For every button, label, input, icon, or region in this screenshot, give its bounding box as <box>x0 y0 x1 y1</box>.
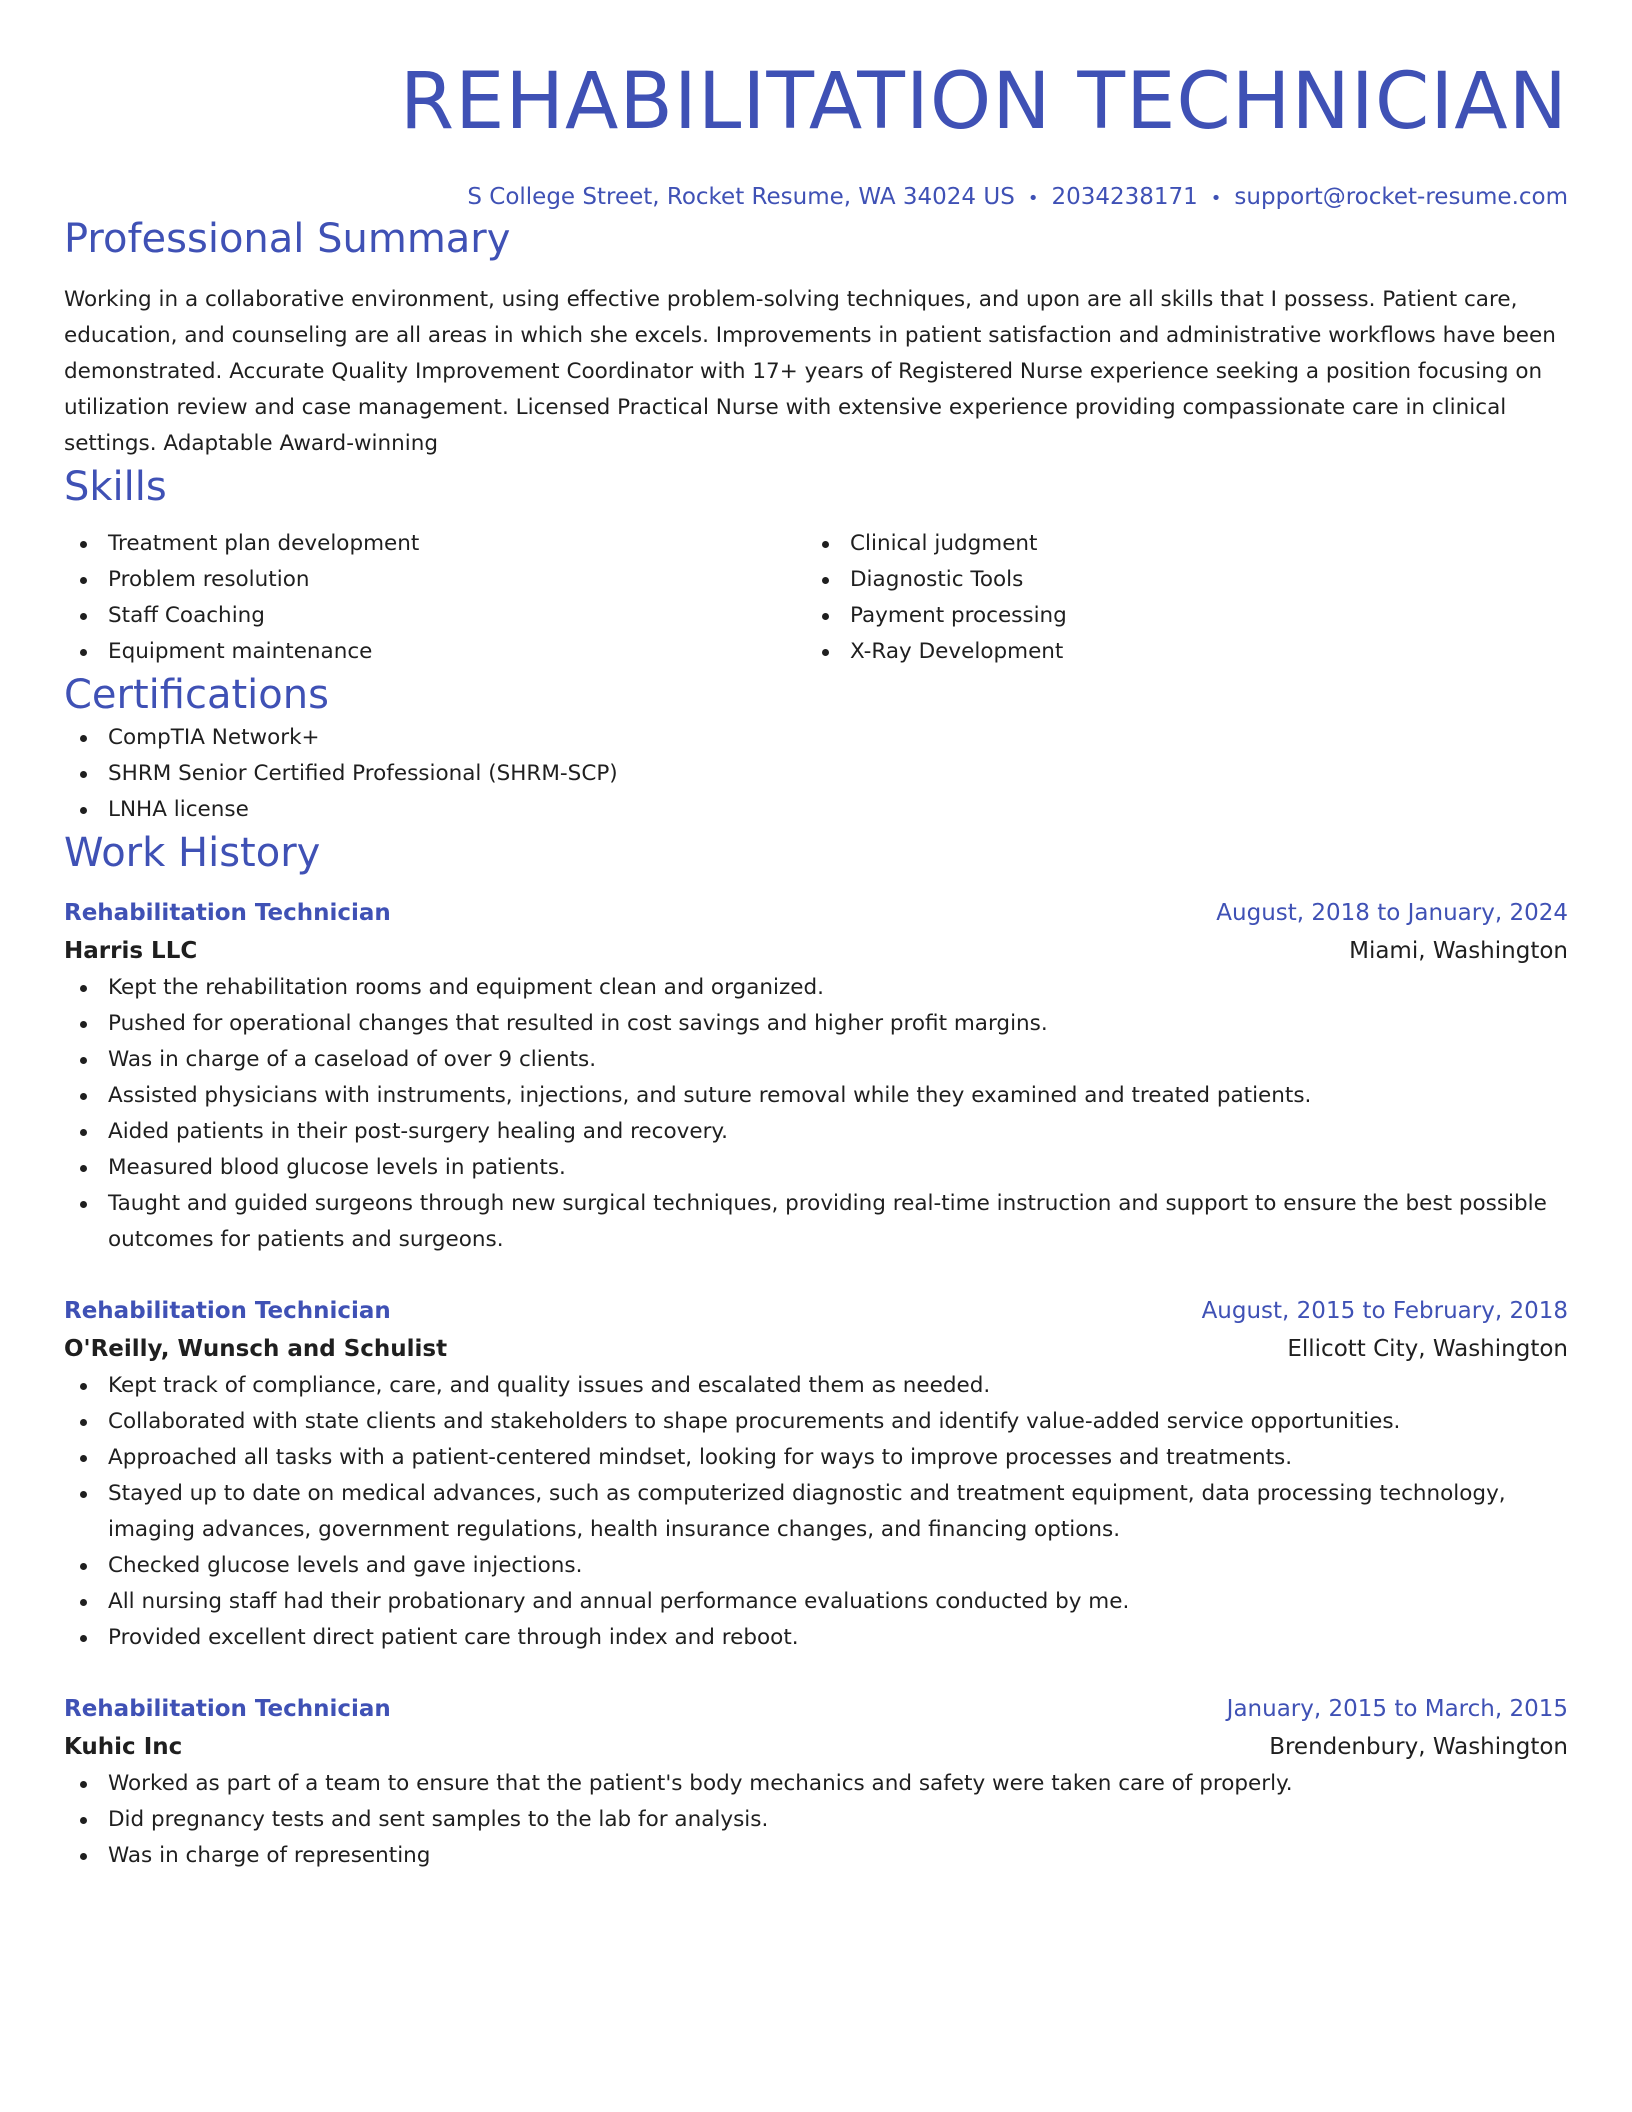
job-bullet: All nursing staff had their probationary and annual performance evaluations conducted by me. <box>64 1584 1568 1620</box>
skill-item: Clinical judgment <box>806 526 1548 562</box>
skill-item: Problem resolution <box>64 562 806 598</box>
contact-address: S College Street, Rocket Resume, WA 34024 US <box>467 184 1015 210</box>
job-bullet: Collaborated with state clients and stakeholders to shape procurements and identify value-added service opportunities. <box>64 1404 1568 1440</box>
job-bullets <box>64 970 1568 1258</box>
job-title-row <box>64 894 1568 932</box>
job-bullet: Kept the rehabilitation rooms and equipment clean and organized. <box>64 970 1568 1006</box>
job-company: Kuhic Inc <box>64 1734 183 1760</box>
contact-email: support@rocket-resume.com <box>1234 184 1568 210</box>
job-entry <box>64 1292 1568 1656</box>
certifications-list <box>64 720 1568 828</box>
skill-item: X-Ray Development <box>806 634 1548 670</box>
skills-columns <box>64 526 1568 670</box>
job-company: O'Reilly, Wunsch and Schulist <box>64 1336 448 1362</box>
contact-phone: 2034238171 <box>1051 184 1198 210</box>
job-bullet: Checked glucose levels and gave injections. <box>64 1548 1568 1584</box>
job-company: Harris LLC <box>64 938 198 964</box>
section-heading-certifications: Certifications <box>64 672 329 718</box>
resume-title: REHABILITATION TECHNICIAN <box>399 57 1568 147</box>
job-bullet: Pushed for operational changes that resulted in cost savings and higher profit margins. <box>64 1006 1568 1042</box>
skill-item: Treatment plan development <box>64 526 806 562</box>
certification-item: CompTIA Network+ <box>64 720 1568 756</box>
job-company-row <box>64 932 1568 970</box>
certification-item: LNHA license <box>64 792 1568 828</box>
skills-list-right <box>806 526 1548 670</box>
job-title: Rehabilitation Technician <box>64 900 391 926</box>
job-bullet: Was in charge of representing <box>64 1838 1568 1874</box>
job-title-row <box>64 1292 1568 1330</box>
skills-list-left <box>64 526 806 670</box>
skill-item: Equipment maintenance <box>64 634 806 670</box>
job-bullet: Provided excellent direct patient care through index and reboot. <box>64 1620 1568 1656</box>
job-bullet: Worked as part of a team to ensure that the patient's body mechanics and safety were taken care of properly. <box>64 1766 1568 1802</box>
job-dates: August, 2018 to January, 2024 <box>1216 900 1568 926</box>
section-heading-work-history: Work History <box>64 830 321 876</box>
job-bullet: Taught and guided surgeons through new surgical techniques, providing real-time instruction and support to ensure the best possible outcomes for patients and surgeons. <box>64 1186 1568 1258</box>
contact-separator: • <box>1027 188 1039 209</box>
job-dates: August, 2015 to February, 2018 <box>1201 1298 1568 1324</box>
job-title-row <box>64 1690 1568 1728</box>
job-bullet: Assisted physicians with instruments, injections, and suture removal while they examined and treated patients. <box>64 1078 1568 1114</box>
job-bullet: Did pregnancy tests and sent samples to the lab for analysis. <box>64 1802 1568 1838</box>
job-bullet: Measured blood glucose levels in patients. <box>64 1150 1568 1186</box>
job-dates: January, 2015 to March, 2015 <box>1226 1696 1568 1722</box>
job-location: Ellicott City, Washington <box>1287 1336 1568 1362</box>
section-heading-skills: Skills <box>64 464 167 510</box>
job-bullet: Was in charge of a caseload of over 9 clients. <box>64 1042 1568 1078</box>
job-title: Rehabilitation Technician <box>64 1696 391 1722</box>
resume-page <box>64 0 1568 1874</box>
contact-separator: • <box>1210 188 1222 209</box>
summary-text: Working in a collaborative environment, using effective problem-solving techniques, and upon are all skills that I possess. Patient care, education, and counseling are all areas in which she excels. Improvements in patient satisfaction and administrative workflows have been demonstrated. Accurate Quality Improvement Coordinator with 17+ years of Registered Nurse experience seeking a position focusing on utilization review and case management. Licensed Practical Nurse with extensive experience providing compassionate care in clinical settings. Adaptable Award-winning <box>64 287 1556 456</box>
job-bullet: Aided patients in their post-surgery healing and recovery. <box>64 1114 1568 1150</box>
job-location: Brendenbury, Washington <box>1269 1734 1568 1760</box>
certification-item: SHRM Senior Certified Professional (SHRM-SCP) <box>64 756 1568 792</box>
section-heading-summary: Professional Summary <box>64 216 511 262</box>
job-bullets <box>64 1766 1568 1874</box>
job-bullets <box>64 1368 1568 1656</box>
job-bullet: Stayed up to date on medical advances, such as computerized diagnostic and treatment equipment, data processing technology, imaging advances, government regulations, health insurance changes, and financing options. <box>64 1476 1568 1548</box>
skill-item: Staff Coaching <box>64 598 806 634</box>
job-title: Rehabilitation Technician <box>64 1298 391 1324</box>
skill-item: Diagnostic Tools <box>806 562 1548 598</box>
job-entry <box>64 894 1568 1258</box>
job-location: Miami, Washington <box>1349 938 1568 964</box>
job-bullet: Approached all tasks with a patient-centered mindset, looking for ways to improve processes and treatments. <box>64 1440 1568 1476</box>
job-bullet: Kept track of compliance, care, and quality issues and escalated them as needed. <box>64 1368 1568 1404</box>
job-company-row <box>64 1728 1568 1766</box>
contact-line <box>64 182 1568 214</box>
skill-item: Payment processing <box>806 598 1548 634</box>
job-company-row <box>64 1330 1568 1368</box>
job-entry <box>64 1690 1568 1874</box>
work-history-list <box>64 894 1568 1874</box>
